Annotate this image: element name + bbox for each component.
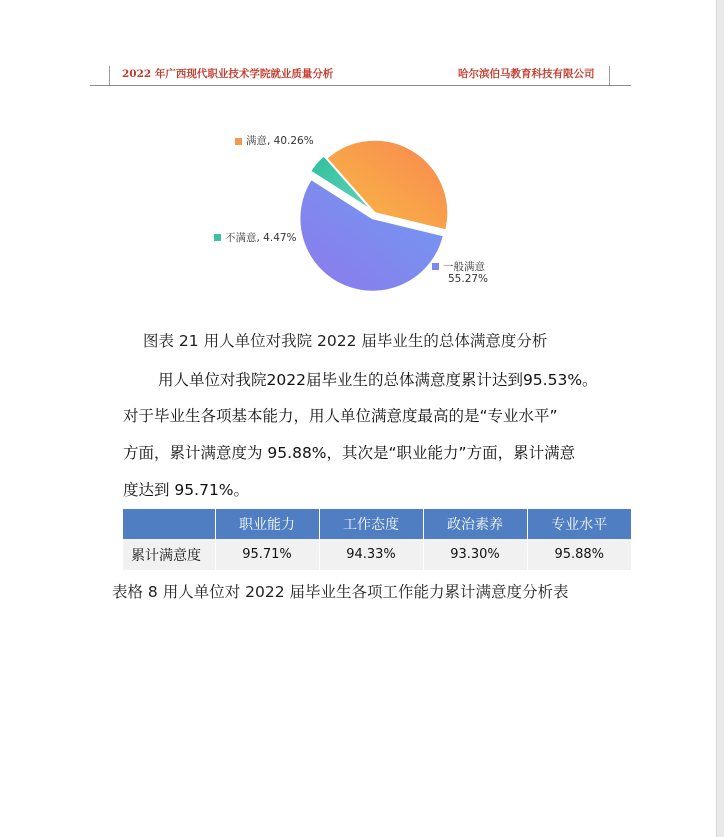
table-caption: 表格 8 用人单位对 2022 届毕业生各项工作能力累计满意度分析表	[112, 583, 569, 601]
crop-mark-top-left-v	[109, 66, 110, 86]
pie-label-average-value: 55.27%	[448, 273, 489, 285]
paragraph-line-2: 对于毕业生各项基本能力，用人单位满意度最高的是“专业水平”	[123, 407, 558, 425]
table-row-label: 累计满意度	[123, 539, 215, 570]
paragraph-line-4: 度达到 95.71%。	[123, 481, 250, 499]
legend-marker-unsatisfied	[214, 234, 221, 241]
table-header-cell: 工作态度	[319, 509, 423, 539]
table-header-cell: 职业能力	[215, 509, 319, 539]
pie-label-satisfied: 满意, 40.26%	[246, 135, 314, 147]
table-cell: 94.33%	[319, 539, 423, 570]
window-edge	[717, 0, 724, 837]
header-left-title: 2022 年广西现代职业技术学院就业质量分析	[122, 68, 334, 80]
legend-marker-average	[432, 263, 439, 270]
pie-label-unsatisfied: 不满意, 4.47%	[225, 232, 297, 244]
table-header-cell: 专业水平	[527, 509, 631, 539]
table-header-cell: 政治素养	[423, 509, 527, 539]
table-cell: 95.88%	[527, 539, 631, 570]
table-header-cell	[123, 509, 215, 539]
paragraph-line-3: 方面，累计满意度为 95.88%，其次是“职业能力”方面，累计满意	[123, 444, 576, 462]
header-rule	[90, 85, 631, 86]
table-cell: 93.30%	[423, 539, 527, 570]
satisfaction-table	[123, 509, 631, 570]
table-cell: 95.71%	[215, 539, 319, 570]
header-right-company: 哈尔滨伯马教育科技有限公司	[458, 68, 595, 80]
paragraph-line-1: 用人单位对我院2022届毕业生的总体满意度累计达到95.53%。	[158, 371, 598, 389]
legend-marker-satisfied	[235, 138, 242, 145]
figure-caption: 图表 21 用人单位对我院 2022 届毕业生的总体满意度分析	[143, 332, 548, 350]
pie-label-average: 一般满意	[443, 261, 485, 273]
table-row	[123, 539, 631, 570]
table-header-row	[123, 509, 631, 539]
crop-mark-top-right-v	[609, 66, 610, 86]
